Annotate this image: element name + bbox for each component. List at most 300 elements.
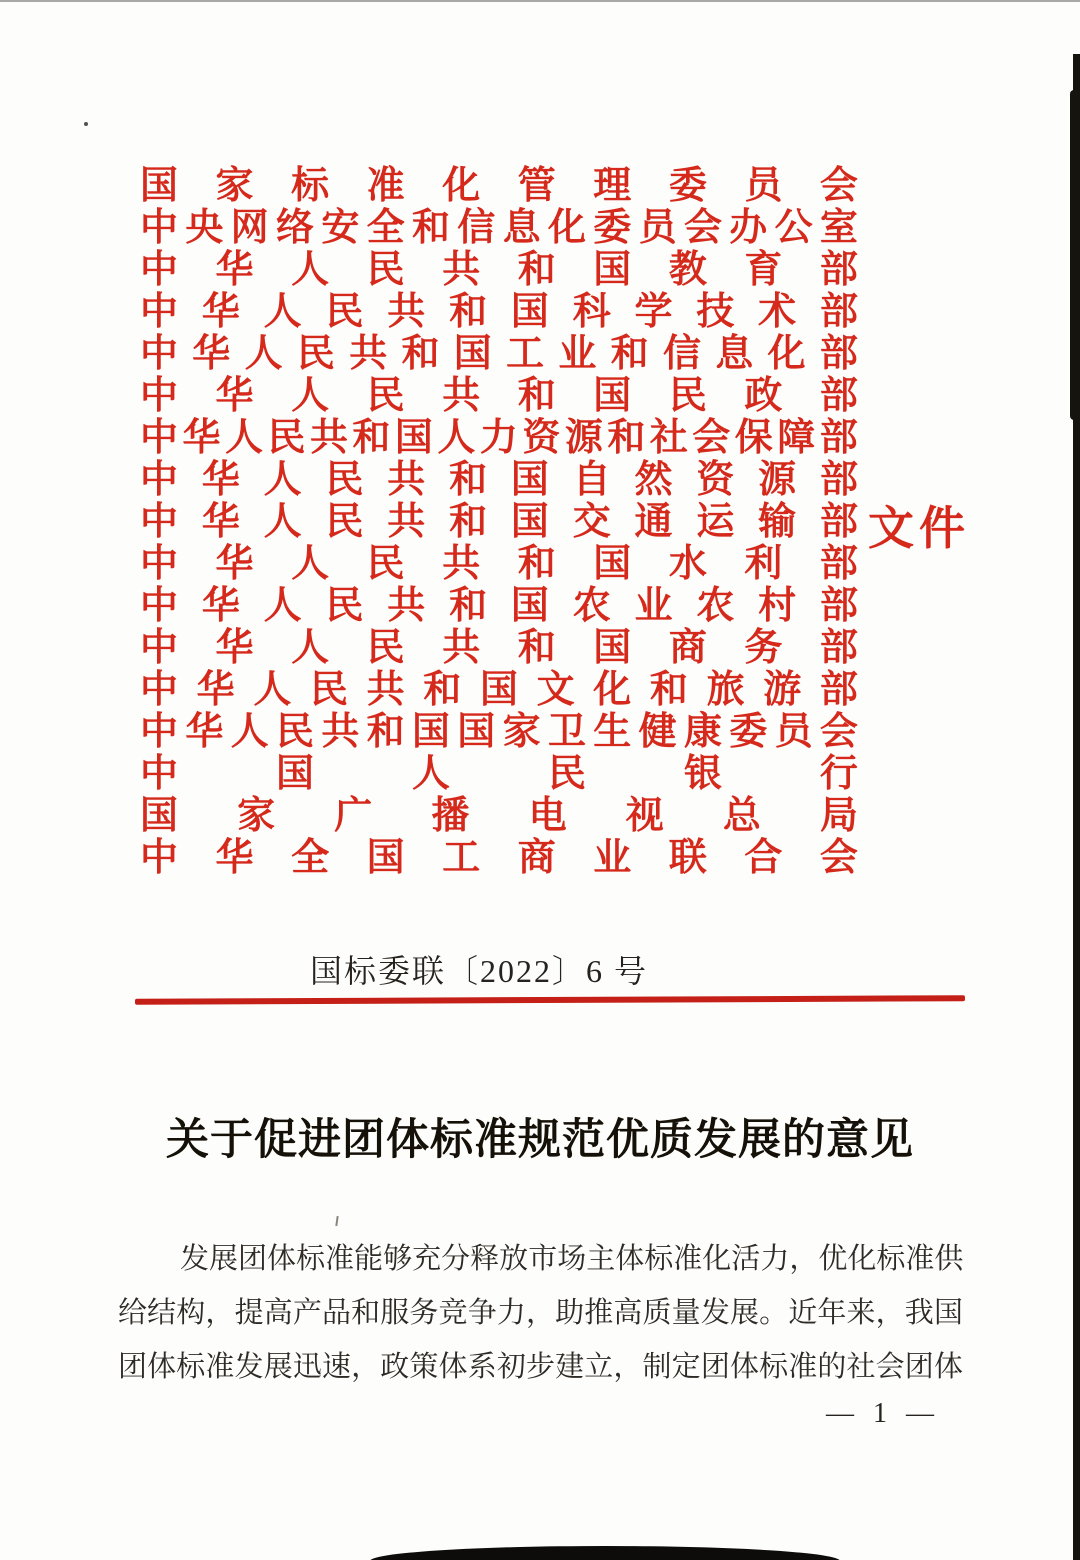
agency-line [140, 207, 858, 249]
char: 我 [904, 1296, 934, 1329]
char: 放 [499, 1242, 529, 1275]
char: 会 [683, 207, 722, 249]
char: 展 [263, 1350, 293, 1383]
char: 信 [662, 333, 701, 375]
char: 化 [767, 333, 806, 375]
char: 中 [140, 333, 179, 375]
char: 国 [275, 753, 314, 795]
char: 家 [237, 795, 276, 837]
char: 人 [253, 669, 292, 711]
char: 和 [649, 669, 688, 711]
char: 国 [366, 837, 405, 879]
char: 委 [668, 165, 707, 207]
char: 和 [517, 375, 556, 417]
char: 主 [586, 1242, 616, 1275]
char: 华 [201, 501, 240, 543]
agency-line [140, 627, 858, 669]
char: 人 [291, 543, 330, 585]
char: 发 [700, 1296, 730, 1329]
agency-line [140, 711, 858, 753]
char: ， [613, 1350, 643, 1383]
char: 全 [366, 207, 405, 249]
char: 国 [510, 291, 549, 333]
char: 水 [668, 543, 707, 585]
char: 卫 [547, 711, 586, 753]
char: 保 [734, 417, 773, 459]
char: 标 [759, 1350, 789, 1383]
char: 播 [431, 795, 470, 837]
char: 和 [449, 585, 488, 627]
char: 人 [263, 585, 302, 627]
char: 社 [649, 417, 688, 459]
scan-edge-top [0, 0, 1080, 2]
char: 康 [683, 711, 722, 753]
char: 定 [671, 1350, 701, 1383]
char: 中 [140, 837, 179, 879]
char: 会 [875, 1350, 905, 1383]
char: 中 [140, 669, 179, 711]
char: 国 [453, 333, 492, 375]
char: 和 [401, 333, 440, 375]
char: 部 [819, 627, 858, 669]
char: 准 [205, 1350, 235, 1383]
char: 展 [209, 1242, 239, 1275]
char: 会 [692, 417, 731, 459]
char: 部 [819, 669, 858, 711]
char: 民 [366, 627, 405, 669]
char: 民 [267, 417, 306, 459]
char: 化 [593, 669, 632, 711]
char: 视 [625, 795, 664, 837]
char: 文 [536, 669, 575, 711]
char: 员 [774, 711, 813, 753]
char: 中 [140, 291, 179, 333]
char: 游 [763, 669, 802, 711]
char: 分 [441, 1242, 471, 1275]
char: 和 [517, 543, 556, 585]
char: 联 [668, 837, 707, 879]
char: 近 [788, 1296, 818, 1329]
char: 息 [502, 207, 541, 249]
char: 部 [819, 585, 858, 627]
char: 标 [644, 1242, 674, 1275]
char: 国 [593, 375, 632, 417]
char: 中 [140, 249, 179, 291]
char: 和 [607, 417, 646, 459]
char: 团 [118, 1350, 148, 1383]
char: 央 [185, 207, 224, 249]
char: 民 [547, 753, 586, 795]
char: 络 [275, 207, 314, 249]
char: 化 [442, 165, 481, 207]
char: 网 [230, 207, 269, 249]
char: 和 [449, 291, 488, 333]
char: 和 [366, 711, 405, 753]
char: 人 [244, 333, 283, 375]
char: 民 [309, 669, 348, 711]
char: 标 [291, 165, 330, 207]
char: 国 [394, 417, 433, 459]
char: 准 [366, 165, 405, 207]
char: 体 [438, 1350, 468, 1383]
char: 民 [366, 543, 405, 585]
char: 科 [572, 291, 611, 333]
char: 国 [593, 627, 632, 669]
char: 中 [140, 543, 179, 585]
char: 力 [496, 1296, 526, 1329]
char: 和 [517, 627, 556, 669]
char: 中 [140, 375, 179, 417]
char: 量 [671, 1296, 701, 1329]
char: 准 [905, 1242, 935, 1275]
char: 部 [819, 543, 858, 585]
char: 给 [118, 1296, 148, 1329]
char: 共 [387, 585, 426, 627]
char: 交 [572, 501, 611, 543]
scan-speck [84, 122, 88, 126]
char: 场 [557, 1242, 587, 1275]
char: 高 [613, 1296, 643, 1329]
char: 人 [291, 627, 330, 669]
char: 家 [215, 165, 254, 207]
char: 国 [510, 585, 549, 627]
doc-number: 国标委联〔2022〕6 号 [309, 953, 648, 989]
char: 民 [275, 711, 314, 753]
char: 国 [510, 459, 549, 501]
char: 初 [496, 1350, 526, 1383]
char: 竞 [438, 1296, 468, 1329]
char: 构 [176, 1296, 206, 1329]
char: ， [525, 1296, 555, 1329]
char: 来 [846, 1296, 876, 1329]
char: 共 [442, 249, 481, 291]
char: 策 [409, 1350, 439, 1383]
agency-line [140, 669, 858, 711]
char: 银 [683, 753, 722, 795]
char: 结 [147, 1296, 177, 1329]
char: 部 [819, 291, 858, 333]
char: 年 [817, 1296, 847, 1329]
char: 标 [176, 1350, 206, 1383]
char: 障 [777, 417, 816, 459]
char: 市 [528, 1242, 558, 1275]
char: 信 [457, 207, 496, 249]
char: 华 [196, 669, 235, 711]
char: 建 [555, 1350, 585, 1383]
char: 工 [506, 333, 545, 375]
agency-line [140, 459, 858, 501]
char: 体 [729, 1350, 759, 1383]
char: 和 [411, 207, 450, 249]
agency-line [140, 375, 858, 417]
char: 化 [702, 1242, 732, 1275]
char: 华 [192, 333, 231, 375]
char: 旅 [706, 669, 745, 711]
char: ， [205, 1296, 235, 1329]
char: 部 [819, 459, 858, 501]
char: 国 [411, 711, 450, 753]
char: 技 [696, 291, 735, 333]
char: 和 [449, 459, 488, 501]
char: 和 [352, 417, 391, 459]
char: 员 [744, 165, 783, 207]
char: 华 [182, 417, 221, 459]
char: 国 [510, 501, 549, 543]
char: 术 [758, 291, 797, 333]
char: 共 [442, 627, 481, 669]
char: 源 [758, 459, 797, 501]
char: ， [875, 1296, 905, 1329]
char: 中 [140, 459, 179, 501]
page-title: 关于促进团体标准规范优质发展的意见 [166, 1117, 914, 1164]
char: 商 [517, 837, 556, 879]
char: 政 [380, 1350, 410, 1383]
char: 国 [593, 543, 632, 585]
scan-shadow-bottom [370, 1546, 840, 1560]
char: 化 [547, 207, 586, 249]
char: 通 [634, 501, 673, 543]
char: 准 [325, 1242, 355, 1275]
char: 国 [479, 669, 518, 711]
char: 和 [351, 1296, 381, 1329]
char: 共 [366, 669, 405, 711]
char: 步 [525, 1350, 555, 1383]
char: 务 [744, 627, 783, 669]
char: ， [789, 1242, 819, 1275]
char: 国 [933, 1296, 963, 1329]
char: 健 [638, 711, 677, 753]
char: 委 [593, 207, 632, 249]
char: 公 [774, 207, 813, 249]
char: 优 [818, 1242, 848, 1275]
char: 息 [715, 333, 754, 375]
char: 家 [502, 711, 541, 753]
char: 工 [442, 837, 481, 879]
char: 员 [638, 207, 677, 249]
char: 中 [140, 501, 179, 543]
char: 中 [140, 627, 179, 669]
agency-line [140, 543, 858, 585]
char: 力 [479, 417, 518, 459]
char: 释 [470, 1242, 500, 1275]
char: 发 [234, 1350, 264, 1383]
char: 华 [215, 543, 254, 585]
char: 会 [819, 711, 858, 753]
char: 制 [642, 1350, 672, 1383]
doc-label: 文件 [868, 503, 970, 554]
char: 华 [185, 711, 224, 753]
char: 标 [296, 1242, 326, 1275]
char: 中 [140, 585, 179, 627]
agency-line [140, 501, 858, 543]
char: 化 [847, 1242, 877, 1275]
char: 行 [819, 753, 858, 795]
char: 源 [564, 417, 603, 459]
char: 人 [411, 753, 450, 795]
agency-line [140, 417, 858, 459]
char: 利 [744, 543, 783, 585]
char: 自 [572, 459, 611, 501]
char: 会 [819, 837, 858, 879]
char: 业 [558, 333, 597, 375]
char: 的 [817, 1350, 847, 1383]
char: 局 [819, 795, 858, 837]
char: 共 [387, 459, 426, 501]
char: 和 [423, 669, 462, 711]
char: 总 [722, 795, 761, 837]
char: 运 [696, 501, 735, 543]
char: 业 [634, 585, 673, 627]
char: 发 [180, 1242, 210, 1275]
char: 民 [325, 585, 364, 627]
char: 民 [366, 249, 405, 291]
char: 政 [744, 375, 783, 417]
char: 服 [380, 1296, 410, 1329]
body-line [118, 1286, 963, 1340]
char: 部 [819, 417, 858, 459]
char: 农 [696, 585, 735, 627]
char: 安 [321, 207, 360, 249]
red-divider-line [135, 995, 965, 1005]
agency-line [140, 291, 858, 333]
char: 村 [758, 585, 797, 627]
char: 人 [263, 291, 302, 333]
char: 能 [354, 1242, 384, 1275]
char: 和 [517, 249, 556, 291]
char: 华 [215, 627, 254, 669]
char: 品 [321, 1296, 351, 1329]
char: 然 [634, 459, 673, 501]
char: 人 [437, 417, 476, 459]
char: 共 [387, 291, 426, 333]
char: 团 [904, 1350, 934, 1383]
char: 民 [296, 333, 335, 375]
char: 国 [593, 249, 632, 291]
char: 体 [267, 1242, 297, 1275]
char: 共 [321, 711, 360, 753]
agency-line [140, 753, 858, 795]
char: 人 [263, 501, 302, 543]
char: 系 [467, 1350, 497, 1383]
char: 迅 [292, 1350, 322, 1383]
char: 中 [140, 207, 179, 249]
char: 管 [517, 165, 556, 207]
char: 输 [758, 501, 797, 543]
char: 学 [634, 291, 673, 333]
char: 部 [819, 501, 858, 543]
agency-line [140, 837, 858, 879]
char: 华 [215, 375, 254, 417]
char: 民 [325, 459, 364, 501]
char: 华 [201, 459, 240, 501]
char: 国 [140, 165, 179, 207]
char: 国 [457, 711, 496, 753]
char: 体 [933, 1350, 963, 1383]
char: 和 [610, 333, 649, 375]
char: 标 [876, 1242, 906, 1275]
char: 共 [309, 417, 348, 459]
char: 社 [846, 1350, 876, 1383]
char: 团 [700, 1350, 730, 1383]
char: 生 [593, 711, 632, 753]
char: 助 [555, 1296, 585, 1329]
char: 商 [668, 627, 707, 669]
char: 共 [442, 375, 481, 417]
char: 体 [615, 1242, 645, 1275]
char: 华 [201, 291, 240, 333]
char: 华 [215, 249, 254, 291]
char: 人 [224, 417, 263, 459]
char: 资 [696, 459, 735, 501]
char: 国 [140, 795, 179, 837]
char: 人 [230, 711, 269, 753]
char: 全 [291, 837, 330, 879]
char: 共 [442, 543, 481, 585]
char: 广 [334, 795, 373, 837]
char: 资 [522, 417, 561, 459]
char: 活 [731, 1242, 761, 1275]
char: 育 [744, 249, 783, 291]
char: 体 [147, 1350, 177, 1383]
char: 电 [528, 795, 567, 837]
char: 准 [673, 1242, 703, 1275]
char: 立 [584, 1350, 614, 1383]
body-line [118, 1232, 963, 1286]
char: ， [351, 1350, 381, 1383]
char: 合 [744, 837, 783, 879]
char: 部 [819, 375, 858, 417]
char: 中 [140, 753, 179, 795]
char: 团 [238, 1242, 268, 1275]
char: 人 [291, 375, 330, 417]
char: 农 [572, 585, 611, 627]
char: 推 [584, 1296, 614, 1329]
char: 够 [383, 1242, 413, 1275]
scan-edge-right-smudge [1070, 90, 1080, 420]
char: 民 [325, 291, 364, 333]
page-number: — 1 — [826, 1398, 940, 1429]
char: 供 [934, 1242, 964, 1275]
char: 中 [140, 417, 179, 459]
agency-line [140, 333, 858, 375]
char: 部 [819, 333, 858, 375]
char: 办 [729, 207, 768, 249]
char: 民 [668, 375, 707, 417]
char: 会 [819, 165, 858, 207]
char: 务 [409, 1296, 439, 1329]
char: 共 [387, 501, 426, 543]
agency-line [140, 585, 858, 627]
agency-line [140, 165, 858, 207]
char: 业 [593, 837, 632, 879]
char: 力 [760, 1242, 790, 1275]
char: 华 [201, 585, 240, 627]
char: 质 [642, 1296, 672, 1329]
char: 展 [729, 1296, 759, 1329]
char: 速 [321, 1350, 351, 1383]
char: 华 [215, 837, 254, 879]
char: 。 [759, 1296, 789, 1329]
char: 提 [234, 1296, 264, 1329]
body-paragraph [118, 1232, 963, 1394]
agency-list [140, 165, 858, 879]
char: 准 [788, 1350, 818, 1383]
char: 中 [140, 711, 179, 753]
char: 产 [292, 1296, 322, 1329]
char: 委 [729, 711, 768, 753]
char: 充 [412, 1242, 442, 1275]
char: 民 [325, 501, 364, 543]
